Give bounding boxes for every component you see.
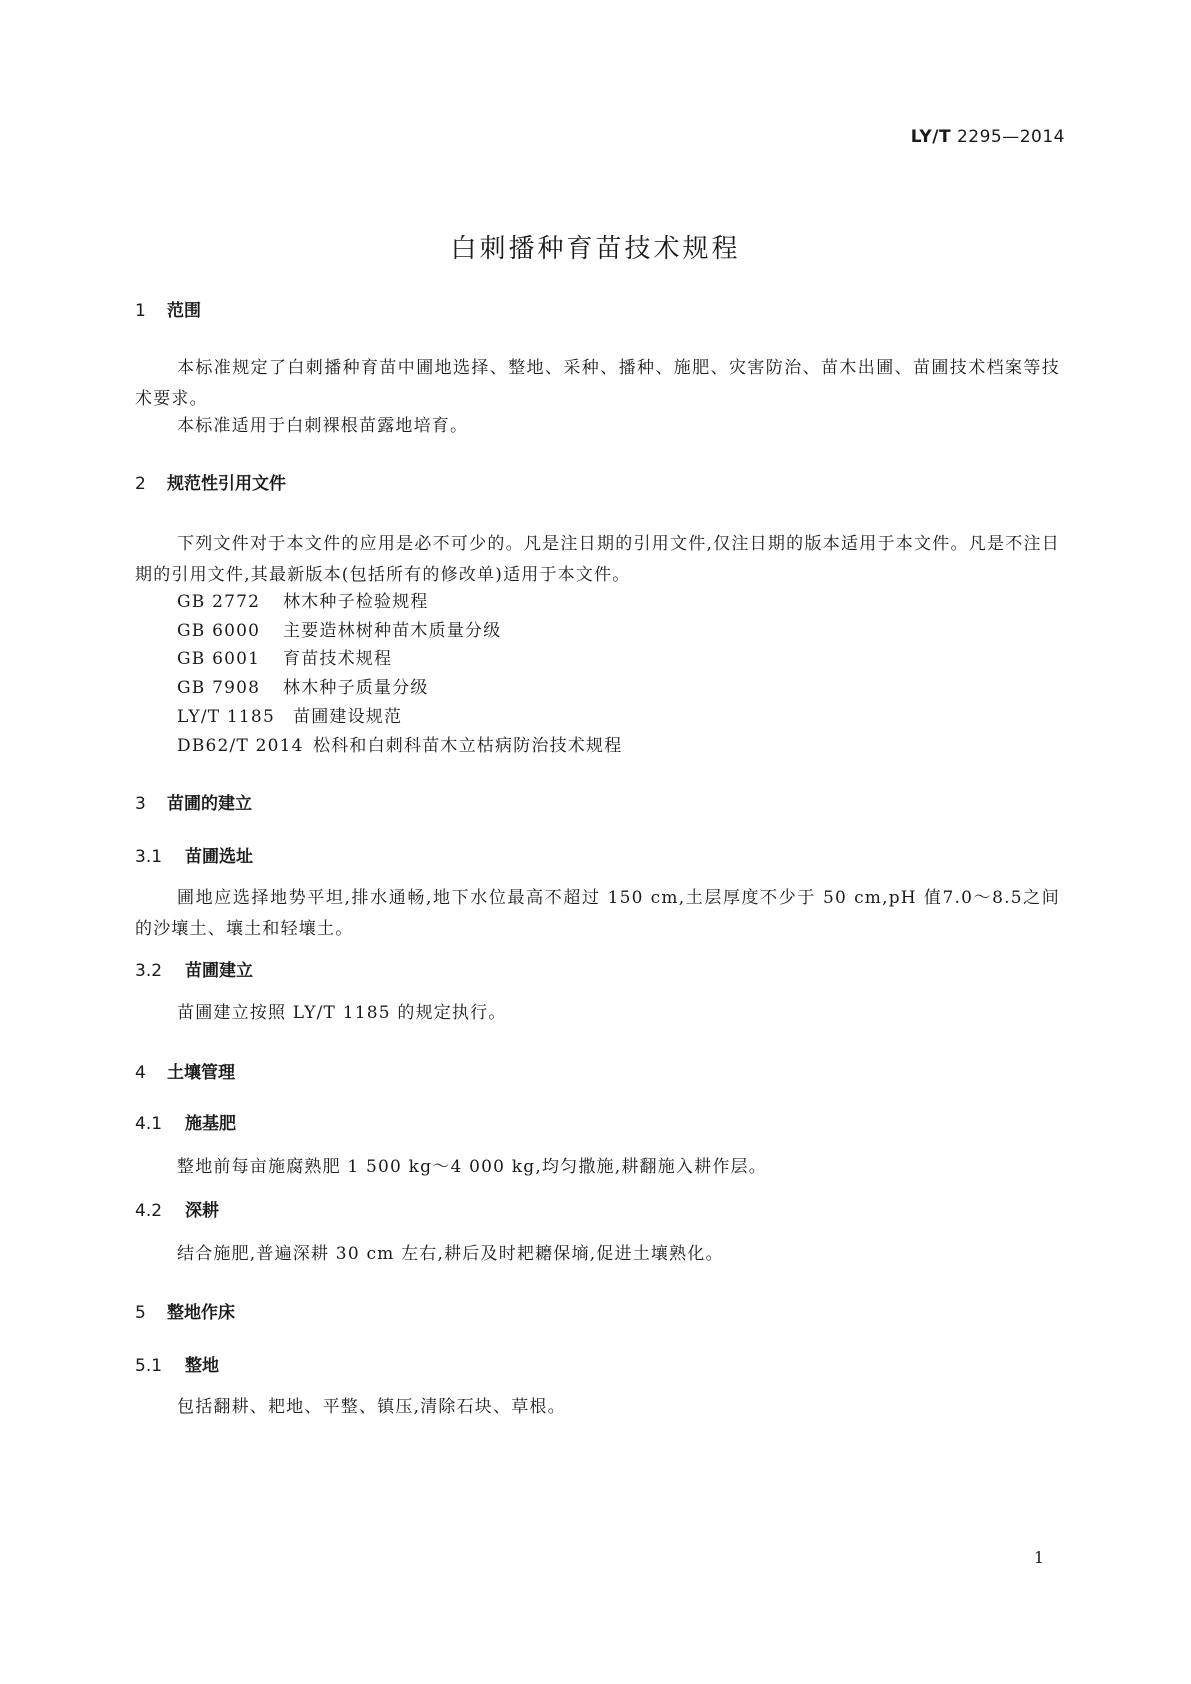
standard-code: 2295—2014: [956, 127, 1065, 147]
subsection-number: 3.1: [135, 847, 163, 867]
reference-name: 林木种子质量分级: [283, 678, 429, 698]
subsection-number: 4.1: [135, 1114, 163, 1134]
subsection-title: 苗圃选址: [185, 847, 253, 867]
subsection-number: 5.1: [135, 1356, 163, 1376]
reference-item: [177, 677, 429, 699]
section-5-heading: [135, 1302, 235, 1324]
reference-code: LY/T 1185: [177, 707, 275, 727]
subsection-title: 施基肥: [185, 1114, 236, 1134]
reference-code: GB 6001: [177, 649, 261, 669]
section-1-paragraph-1: 本标准规定了白刺播种育苗中圃地选择、整地、采种、播种、施肥、灾害防治、苗木出圃、苗圃技术档案等技术要求。: [135, 358, 1060, 409]
section-3-2-paragraph: 苗圃建立按照 LY/T 1185 的规定执行。: [177, 1003, 507, 1023]
reference-code: DB62/T 2014: [177, 736, 304, 756]
section-5-1-heading: [135, 1355, 219, 1377]
section-4-heading: [135, 1062, 235, 1084]
section-title: 范围: [167, 301, 201, 321]
section-4-2-heading: [135, 1200, 219, 1222]
reference-code: GB 7908: [177, 678, 261, 698]
subsection-title: 整地: [185, 1356, 219, 1376]
section-2-paragraph-1: 下列文件对于本文件的应用是必不可少的。凡是注日期的引用文件,仅注日期的版本适用于本文件。凡是不注日期的引用文件,其最新版本(包括所有的修改单)适用于本文件。: [135, 534, 1060, 585]
section-3-1-heading: [135, 846, 253, 868]
subsection-title: 苗圃建立: [185, 961, 253, 981]
reference-item: [177, 591, 429, 613]
section-title: 整地作床: [167, 1303, 235, 1323]
section-number: 1: [135, 301, 146, 321]
reference-name: 育苗技术规程: [283, 649, 393, 669]
section-title: 规范性引用文件: [167, 474, 286, 494]
reference-item: [177, 648, 392, 670]
section-1-paragraph-2: 本标准适用于白刺裸根苗露地培育。: [177, 416, 469, 436]
reference-item: [177, 620, 501, 642]
standard-number: [911, 127, 1065, 147]
section-number: 5: [135, 1303, 146, 1323]
section-4-1-heading: [135, 1113, 236, 1135]
section-3-2-heading: [135, 960, 253, 982]
reference-code: GB 2772: [177, 592, 261, 612]
section-title: 苗圃的建立: [167, 794, 252, 814]
reference-code: GB 6000: [177, 621, 261, 641]
section-5-1-paragraph: 包括翻耕、耙地、平整、镇压,清除石块、草根。: [177, 1397, 566, 1417]
reference-name: 松科和白刺科苗木立枯病防治技术规程: [313, 736, 623, 756]
reference-item: [177, 735, 622, 757]
section-3-heading: [135, 793, 252, 815]
section-4-1-paragraph: 整地前每亩施腐熟肥 1 500 kg～4 000 kg,均匀撒施,耕翻施入耕作层。: [177, 1157, 767, 1177]
section-2-heading: [135, 473, 286, 495]
reference-name: 主要造林树种苗木质量分级: [283, 621, 502, 641]
section-number: 3: [135, 794, 146, 814]
section-number: 2: [135, 474, 146, 494]
page-number: 1: [1033, 1548, 1044, 1567]
section-1-heading: [135, 300, 201, 322]
standard-prefix: LY/T: [910, 127, 952, 147]
subsection-title: 深耕: [185, 1201, 219, 1221]
reference-name: 林木种子检验规程: [283, 592, 429, 612]
reference-name: 苗圃建设规范: [293, 707, 403, 727]
section-4-2-paragraph: 结合施肥,普遍深耕 30 cm 左右,耕后及时耙耱保墒,促进土壤熟化。: [177, 1244, 724, 1264]
reference-item: [177, 706, 402, 728]
section-number: 4: [135, 1063, 146, 1083]
section-title: 土壤管理: [167, 1063, 235, 1083]
subsection-number: 4.2: [135, 1201, 163, 1221]
document-title: 白刺播种育苗技术规程: [450, 234, 741, 264]
section-3-1-paragraph: 圃地应选择地势平坦,排水通畅,地下水位最高不超过 150 cm,土层厚度不少于 50 cm,pH 值7.0～8.5之间的沙壤土、壤土和轻壤土。: [135, 888, 1060, 939]
subsection-number: 3.2: [135, 961, 163, 981]
